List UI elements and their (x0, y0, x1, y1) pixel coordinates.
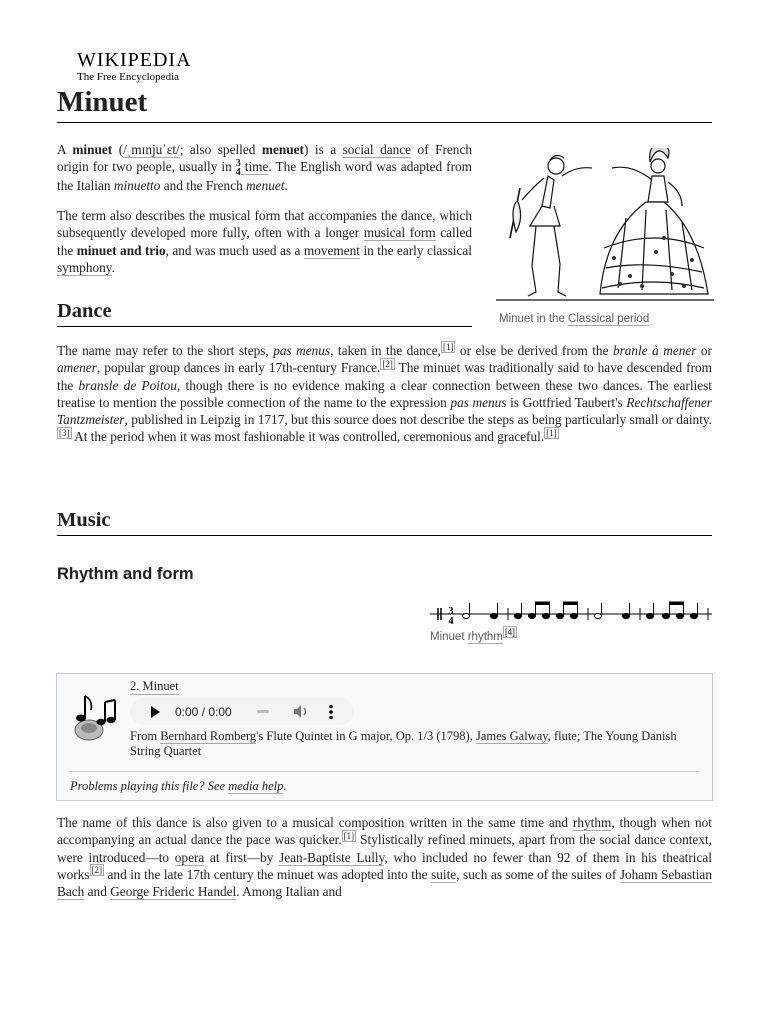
bold-term: menuet (261, 142, 304, 157)
citation-label: [3] (59, 428, 70, 439)
text: , published in Leipzig in 1717, but this source does not describe the steps as being particularly small or dainty. (124, 412, 712, 428)
text: From (130, 729, 161, 743)
audio-title-link[interactable]: 2. Minuet (130, 679, 179, 693)
text: and the French (160, 178, 247, 194)
text: A (57, 142, 73, 157)
text: 's Flute Quintet in G major, Op. 1/3 (1798), (256, 729, 476, 743)
text: Problems playing this file? See (70, 779, 229, 793)
text: The minuet was traditionally said to have descended from the (57, 360, 712, 393)
audio-speaker-icon (71, 690, 123, 744)
musical-form-link[interactable]: musical form (363, 225, 436, 241)
text: ( (112, 142, 124, 157)
section-heading-dance: Dance (57, 298, 472, 327)
text: The name of this dance is also given to a musical composition written in the same time and (57, 815, 573, 830)
fraction-numerator: 3 (235, 158, 241, 170)
more-options-icon[interactable] (328, 704, 334, 720)
citation[interactable] (380, 358, 395, 370)
audio-description (130, 729, 702, 759)
text: ) is a (304, 142, 343, 157)
bach-link[interactable]: Johann Sebastian Bach (57, 866, 712, 900)
james-galway-link[interactable]: James Galway (475, 729, 548, 743)
rhythm-time-sig-num: 3 (448, 606, 454, 617)
text: of French origin for two people, usually in (57, 142, 473, 175)
wikipedia-logo[interactable] (77, 50, 192, 84)
social-dance-link[interactable]: social dance (342, 142, 412, 157)
text: is Gottfried Taubert's (506, 394, 627, 410)
text: called the (57, 225, 472, 258)
opera-link[interactable]: opera (174, 849, 205, 865)
text: . (284, 178, 288, 194)
citation[interactable] (441, 341, 456, 353)
text: At the period when it was most fashionable it was controlled, ceremonious and graceful. (71, 429, 545, 445)
text: Stylistically refined minuets, apart from the social dance context, were introduced—to (57, 832, 712, 865)
text: , though there is no evidence making a clear connection between these two dances. The earliest treatise to mention the possible connection of the name to the expression (57, 377, 713, 410)
play-icon[interactable] (150, 706, 160, 718)
italic-term: Rechtschaffener Tantzmeister (57, 394, 712, 428)
text: and (84, 884, 111, 900)
text: . (283, 779, 287, 793)
dance-paragraph (57, 342, 712, 446)
text: . (111, 259, 115, 275)
italic-term: minuetto (113, 178, 161, 194)
citation[interactable] (544, 427, 559, 439)
citation-label: [2] (91, 865, 103, 876)
rhythm-time-sig-den: 4 (448, 616, 454, 627)
bernhard-romberg-link[interactable]: Bernhard Romberg (160, 729, 257, 743)
subsection-heading-rhythm: Rhythm and form (57, 565, 194, 583)
logo-tagline: The Free Encyclopedia (77, 71, 180, 83)
movement-link[interactable]: movement (303, 242, 360, 258)
minuet-dancers-illustration[interactable] (496, 148, 714, 308)
fraction-denominator: 4 (235, 167, 241, 179)
italic-term: pas menus (450, 394, 507, 410)
audio-player (130, 698, 354, 725)
text: . Among Italian and (236, 884, 342, 900)
text: Minuet in the (499, 313, 569, 325)
italic-term: menuet (246, 178, 285, 194)
text: ; also spelled (179, 142, 262, 157)
text: or else be derived from the (455, 343, 613, 358)
citation-label: [1] (442, 341, 454, 352)
text: or (696, 343, 712, 358)
italic-term: bransle de Poitou (78, 377, 177, 393)
text: and in the late 17th century the minuet was adopted into the (104, 866, 432, 882)
music-paragraph (57, 814, 712, 900)
rhythm-link[interactable]: rhythm (572, 815, 612, 830)
intro-paragraph-2 (57, 207, 472, 276)
text: . The English word was adapted from the Italian (57, 159, 472, 194)
bold-term: minuet (72, 142, 113, 157)
text: , taken in the dance, (330, 343, 441, 358)
text: , flute; The Young Danish String Quartet (130, 729, 677, 758)
text: , and was much used as a (165, 242, 304, 258)
text: The name may refer to the short steps, (57, 343, 274, 358)
citation[interactable] (503, 626, 517, 638)
logo-wordmark: WIKIPEDIA (77, 49, 192, 71)
audio-progress-bar[interactable] (257, 710, 269, 713)
rhythm-link[interactable]: rhythm (467, 631, 503, 643)
citation-label: [1] (546, 428, 557, 439)
ipa-link[interactable]: /ˌmɪnjuˈɛt/ (123, 142, 180, 157)
text: , such as some of the suites of (456, 866, 620, 882)
bold-term: minuet and trio (76, 242, 166, 258)
page-title: Minuet (57, 84, 712, 123)
citation[interactable] (342, 830, 357, 842)
rhythm-caption (430, 627, 517, 643)
handel-link[interactable]: George Frideric Handel (110, 884, 237, 900)
audio-time: 0:00 / 0:00 (175, 705, 232, 719)
text: The term also describes the musical form that accompanies the dance, which subsequently developed more fully, often with a longer (57, 208, 472, 241)
time-link[interactable]: time (240, 159, 269, 175)
volume-icon[interactable] (293, 704, 309, 719)
intro-paragraph-1 (57, 141, 472, 195)
citation[interactable] (90, 864, 105, 876)
symphony-link[interactable]: symphony (57, 259, 112, 275)
audio-file-box (56, 673, 713, 801)
italic-term: branle à mener (612, 343, 697, 358)
image-caption (499, 313, 649, 325)
citation-label: [4] (504, 627, 515, 638)
minuet-rhythm-notation[interactable] (430, 597, 712, 627)
text: Minuet (430, 631, 468, 643)
time-signature-fraction (236, 159, 241, 177)
italic-term: pas menus (273, 343, 331, 358)
section-heading-music: Music (57, 507, 712, 536)
audio-help-text (70, 779, 287, 794)
text: in the early classical (360, 242, 472, 258)
audio-divider (69, 771, 699, 772)
citation-label: [2] (382, 358, 393, 369)
text: , though when not accompanying an actual dance the pace was quicker. (57, 815, 712, 848)
text: , who included no fewer than 92 of them in his theatrical works (57, 849, 712, 882)
citation-label: [1] (343, 830, 355, 841)
media-help-link[interactable]: media help (228, 779, 284, 793)
citation[interactable] (57, 427, 72, 439)
text: , popular group dances in early 17th-century France. (96, 360, 381, 376)
text: at first—by (204, 849, 280, 865)
lully-link[interactable]: Jean-Baptiste Lully (279, 849, 385, 865)
suite-link[interactable]: suite (431, 866, 457, 882)
classical-period-link[interactable]: Classical period (568, 313, 650, 325)
italic-term: amener (57, 360, 97, 376)
